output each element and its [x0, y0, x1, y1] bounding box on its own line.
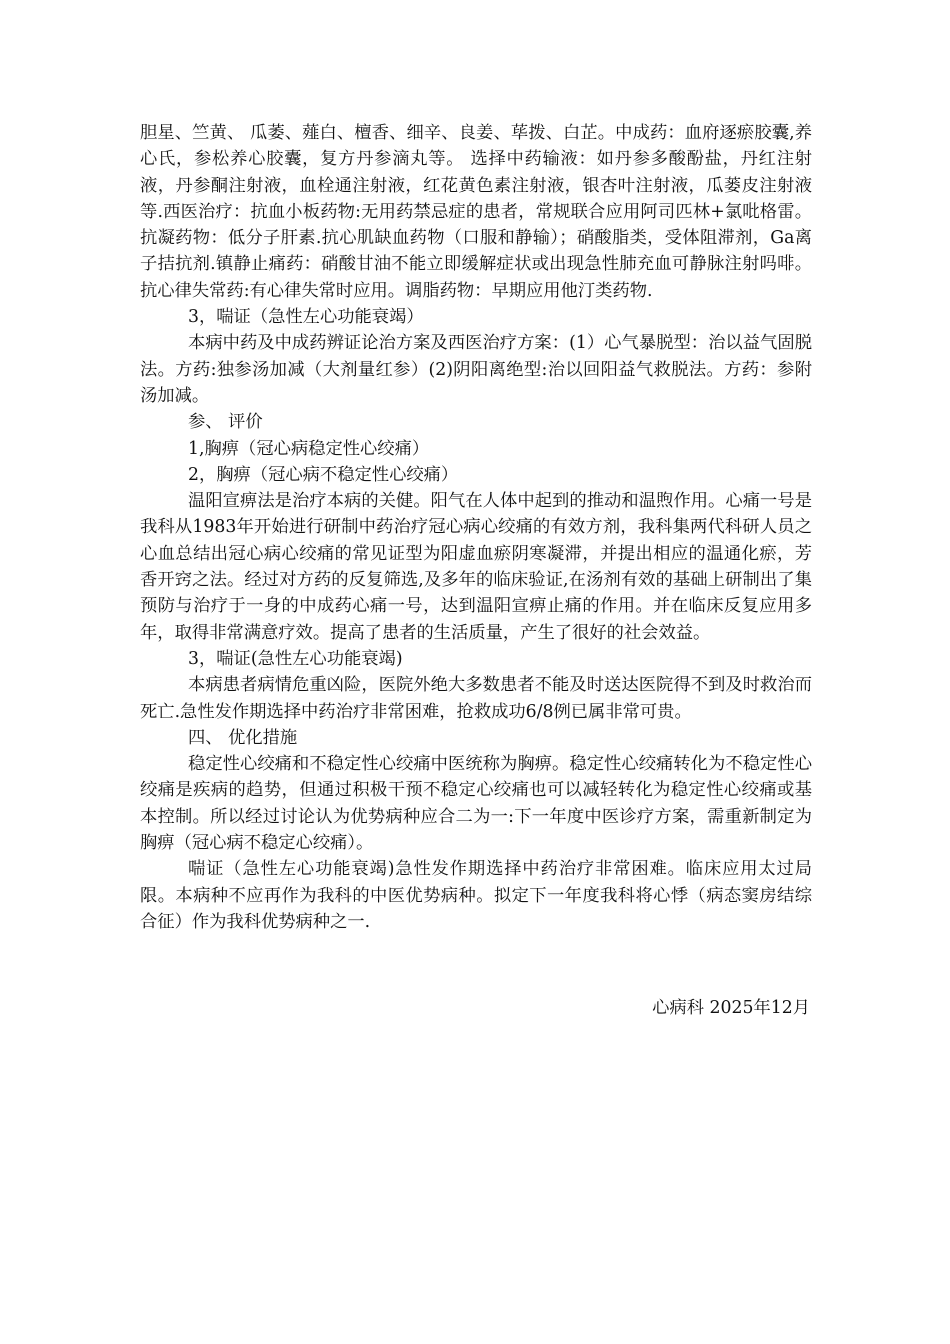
paragraph-treatment-options: 胆星、竺黄、 瓜萎、薤白、檀香、细辛、良姜、荜拨、白芷。中成药：血府逐瘀胶囊,养心氏，参松养心胶囊，复方丹参滴丸等。 选择中药输液：如丹参多酸酚盐，丹红注射液，丹参酮注射液，血栓通注射液，红花黄色素注射液，银杏叶注射液，瓜蒌皮注射液等.西医治疗：抗血小板药物:无用药禁忌症的患者，常规联合应用阿司匹林+氯吡格雷。抗凝药物：低分子肝素.抗心肌缺血药物（口服和静输）；硝酸脂类，受体阻滞剂，Ga离子拮抗剂.镇静止痛药：硝酸甘油不能立即缓解症状或出现急性肺充血可静脉注射吗啡。抗心律失常药:有心律失常时应用。调脂药物：早期应用他汀类药物.	[140, 123, 812, 301]
document-body	[140, 120, 812, 935]
paragraph-warming-yang-method: 温阳宣痹法是治疗本病的关健。阳气在人体中起到的推动和温煦作用。心痛一号是我科从1983年开始进行研制中药治疗冠心病心绞痛的有效方剂，我科集两代科研人员之心血总结出冠心病心绞痛的常见证型为阳虚血瘀阴寒凝滞，并提出相应的温通化瘀，芳香开窍之法。经过对方药的反复筛选,及多年的临床验证,在汤剂有效的基础上研制出了集预防与治疗于一身的中成药心痛一号，达到温阳宣痹止痛的作用。并在临床反复应用多年，取得非常满意疗效。提高了患者的生活质量，产生了很好的社会效益。	[140, 491, 812, 643]
heading-asthma-syndrome: 3，喘证（急性左心功能衰竭）	[188, 307, 424, 328]
paragraph-asthma-evaluation: 本病患者病情危重凶险，医院外绝大多数患者不能及时送达医院得不到及时救治而死亡.急性发作期选择中药治疗非常困难，抢救成功6/8例已属非常可贵。	[140, 675, 812, 722]
item-unstable-angina: 2，胸痹（冠心病不稳定性心绞痛）	[188, 464, 459, 485]
item-stable-angina: 1,胸痹（冠心病稳定性心绞痛）	[188, 438, 430, 459]
heading-optimization: 四、 优化措施	[188, 727, 298, 748]
document-footer-signature: 心病科 2025年12月	[652, 998, 810, 1018]
paragraph-angina-optimization: 稳定性心绞痛和不稳定性心绞痛中医统称为胸痹。稳定性心绞痛转化为不稳定性心绞痛是疾病的趋势，但通过积极干预不稳定心绞痛也可以减轻转化为稳定性心绞痛或基本控制。所以经过讨论认为优势病种应合二为一:下一年度中医诊疗方案，需重新制定为胸痹（冠心病不稳定心绞痛）。	[140, 754, 812, 854]
heading-evaluation: 参、 评价	[188, 412, 263, 433]
paragraph-asthma-treatment: 本病中药及中成药辨证论治方案及西医治疗方案：(1）心气暴脱型：治以益气固脱法。方药:独参汤加减（大剂量红参）(2)阴阳离绝型:治以回阳益气救脱法。方药：参附汤加减。	[140, 333, 812, 406]
item-asthma-evaluation: 3，喘证(急性左心功能衰竭)	[188, 648, 403, 669]
paragraph-asthma-optimization: 喘证（急性左心功能衰竭)急性发作期选择中药治疗非常困难。临床应用太过局限。本病种不应再作为我科的中医优势病种。拟定下一年度我科将心悸（病态窦房结综合征）作为我科优势病种之一.	[140, 859, 812, 932]
